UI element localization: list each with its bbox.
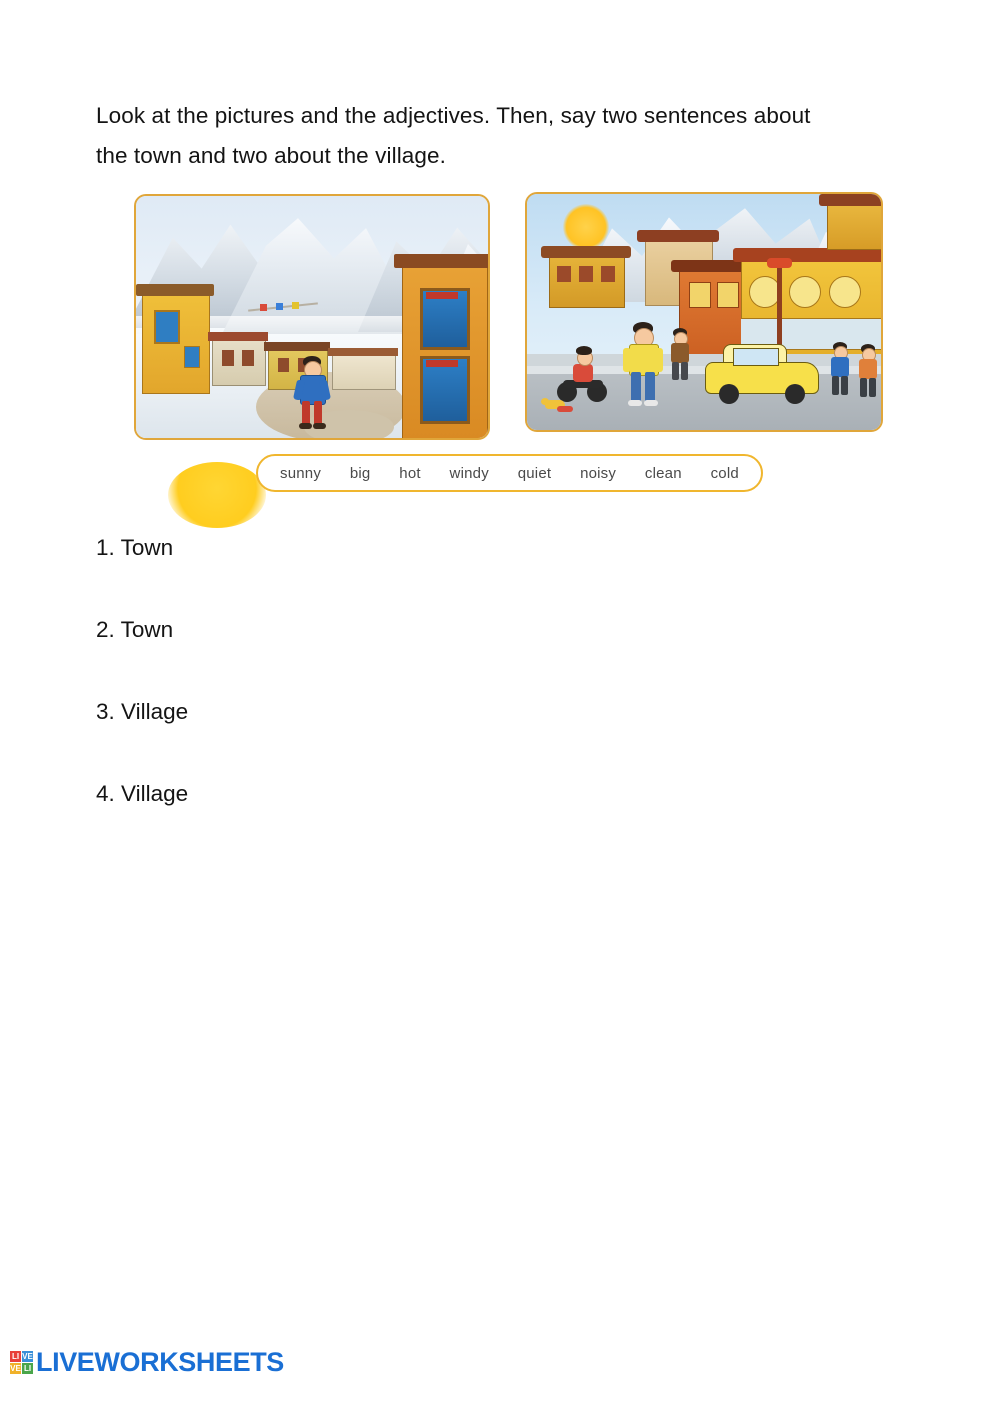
answer-label: Town	[120, 535, 174, 560]
village-picture	[134, 194, 490, 440]
logo-square-ve: VE	[22, 1351, 33, 1361]
town-picture	[525, 192, 883, 432]
answer-label: Town	[120, 617, 174, 642]
answer-item	[96, 774, 796, 856]
adjective-word: hot	[399, 464, 421, 482]
answer-number: 4.	[96, 781, 115, 806]
adjective-word: cold	[710, 464, 739, 482]
adjectives-bar	[256, 454, 763, 492]
adjective-word: clean	[644, 464, 682, 482]
adjective-word: sunny	[280, 464, 322, 482]
liveworksheets-logo[interactable]	[10, 1345, 284, 1379]
logo-square-ve2: VE	[10, 1363, 21, 1373]
logo-square-li2: LI	[23, 1363, 32, 1373]
answer-number: 2.	[96, 617, 115, 642]
page-instructions: Look at the pictures and the adjectives. Then, say two sentences about the town and two about the village.	[96, 103, 811, 169]
sun-icon	[168, 462, 266, 528]
answer-number: 3.	[96, 699, 115, 724]
adjective-word: noisy	[580, 464, 617, 482]
answer-label: Village	[121, 781, 189, 806]
answer-number: 1.	[96, 535, 115, 560]
adjective-word: windy	[449, 464, 489, 482]
answer-item	[96, 692, 796, 774]
logo-text: LIVEWORKSHEETS	[36, 1346, 284, 1377]
adjective-word: quiet	[517, 464, 552, 482]
adjectives-section	[96, 438, 896, 510]
answer-item	[96, 610, 796, 692]
answer-item	[96, 528, 796, 610]
answers-list	[96, 528, 796, 856]
adjective-word: big	[349, 464, 371, 482]
logo-squares-icon	[10, 1351, 33, 1374]
answer-label: Village	[121, 699, 189, 724]
logo-square-li: LI	[11, 1351, 20, 1361]
